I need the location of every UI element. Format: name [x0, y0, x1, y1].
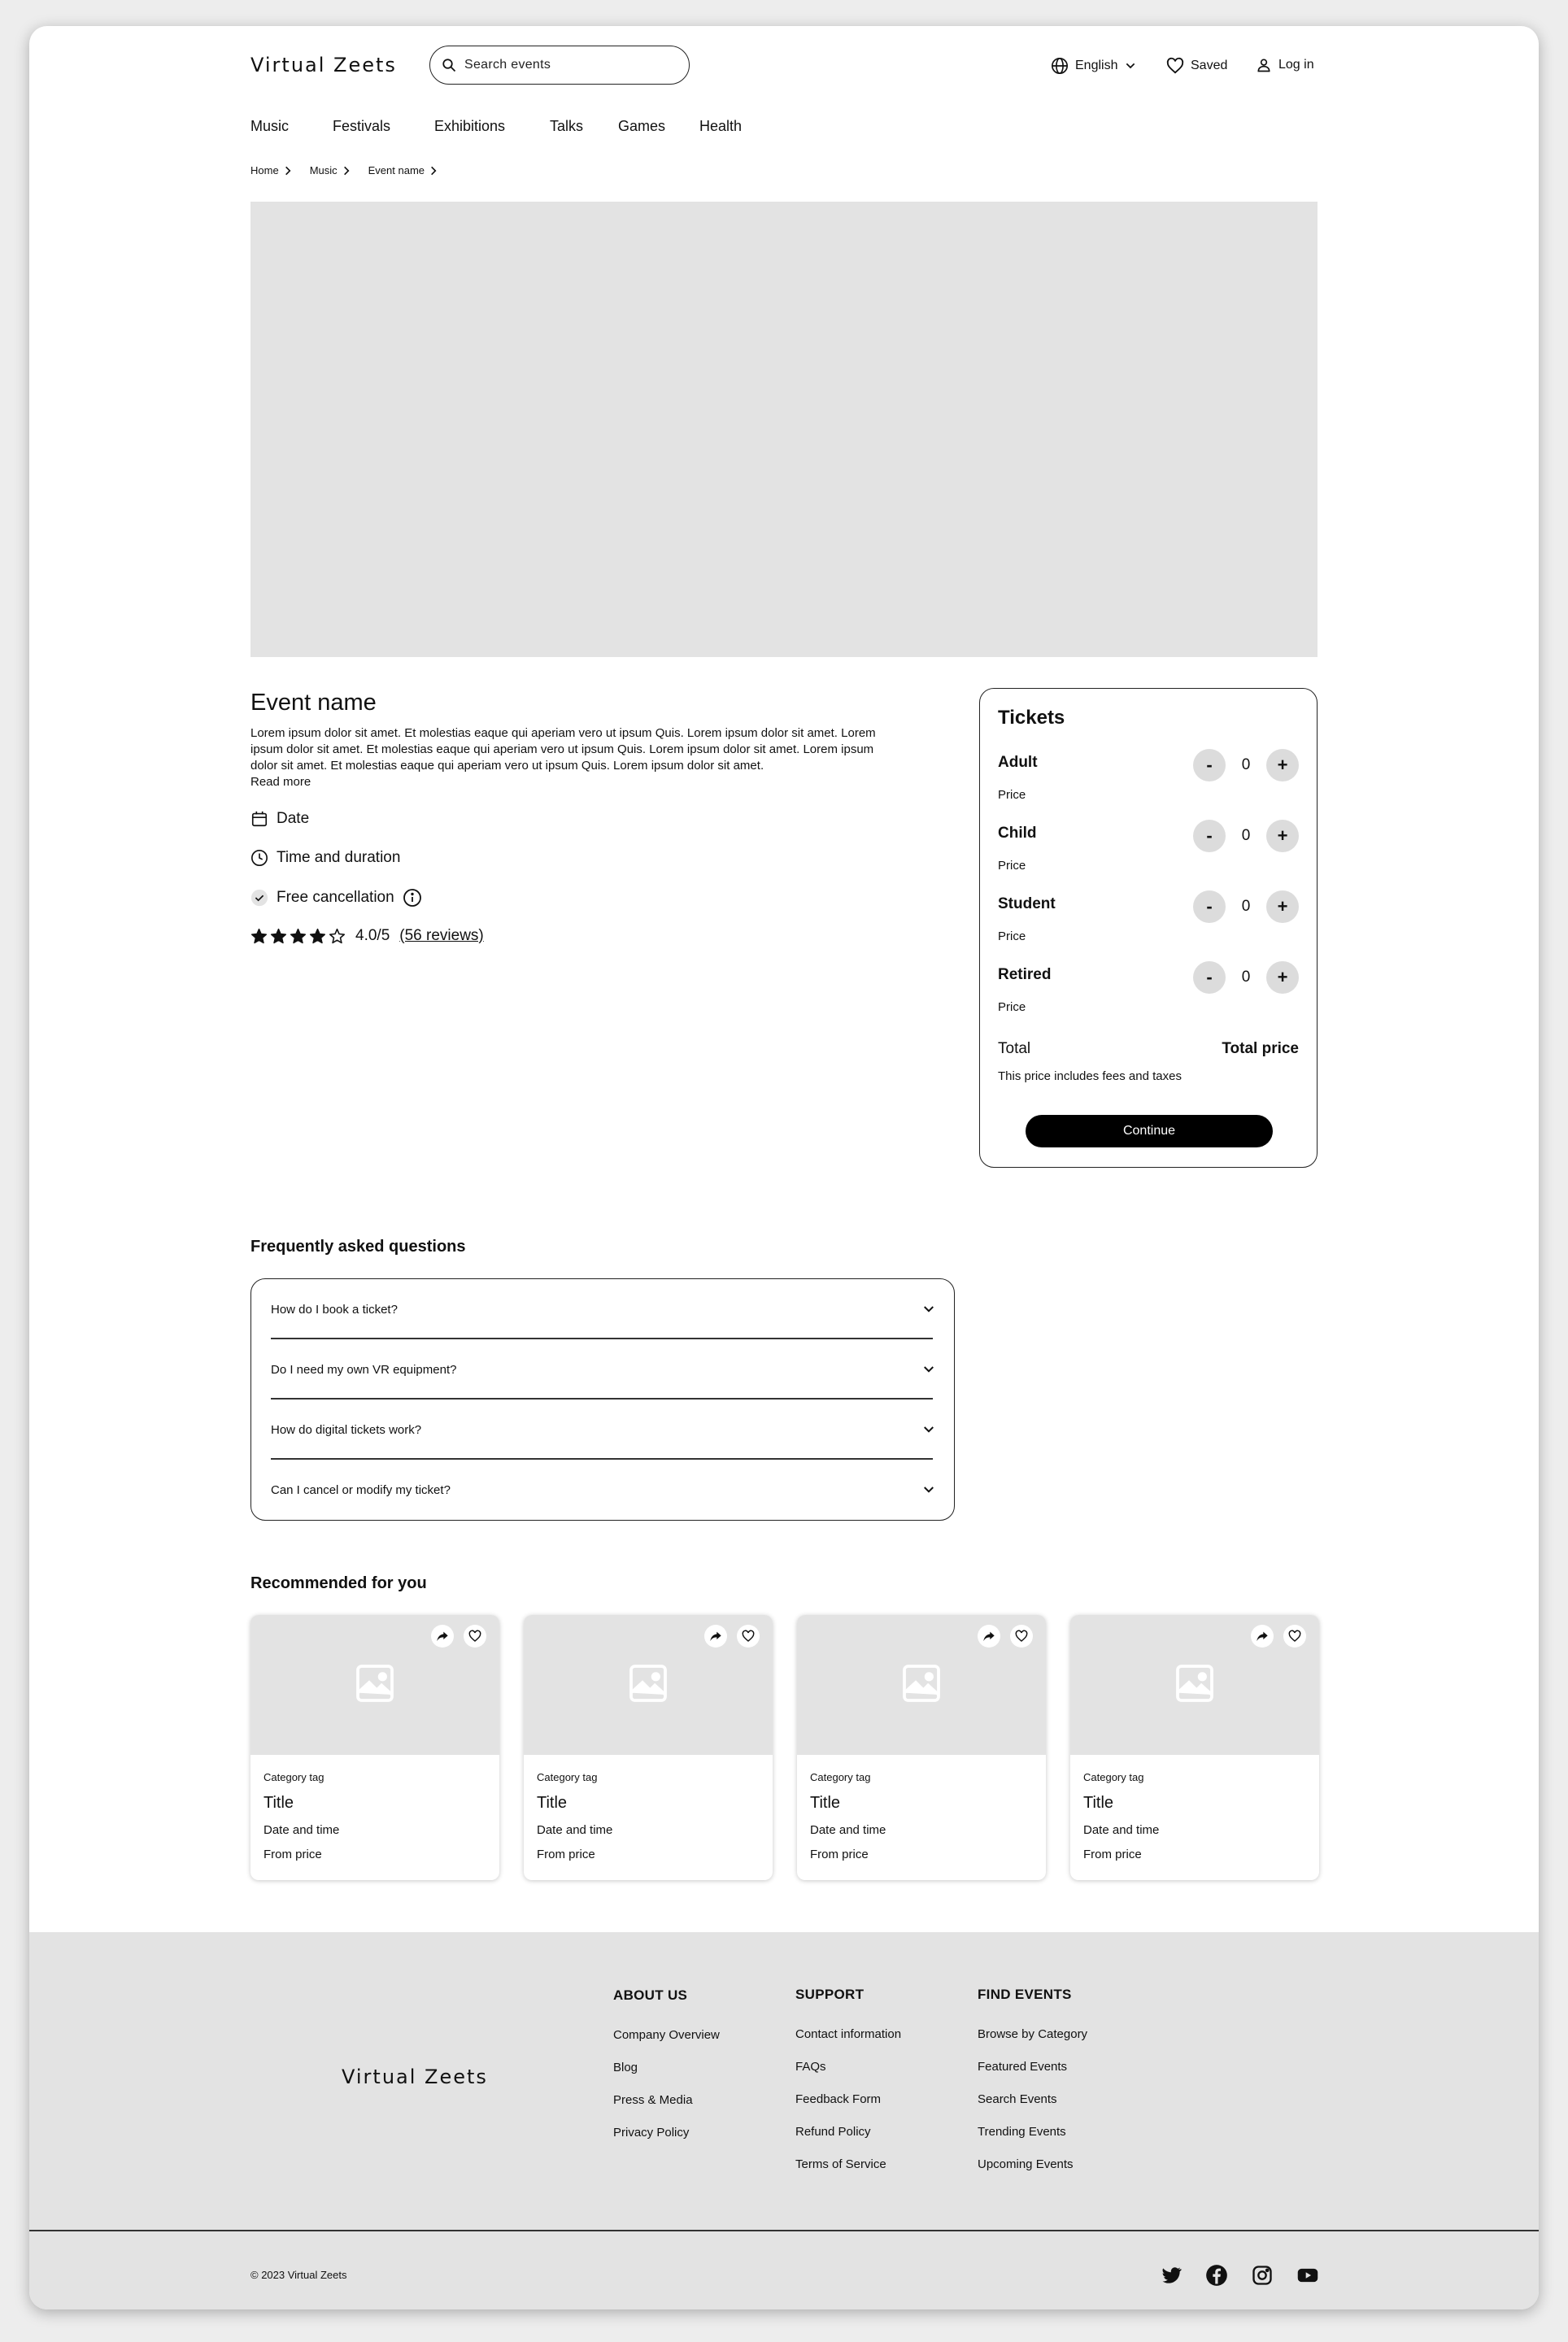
footer-link[interactable]: Refund Policy — [795, 2125, 871, 2139]
nav-item-festivals[interactable]: Festivals — [333, 118, 391, 134]
card-title: Title — [810, 1794, 841, 1812]
event-card[interactable] — [250, 1615, 499, 1880]
breadcrumb-label: Home — [250, 164, 279, 176]
decrement-button[interactable]: - — [1193, 961, 1226, 994]
faq-question: How do I book a ticket? — [271, 1302, 398, 1317]
card-date: Date and time — [264, 1823, 340, 1837]
description-line: dolor sit amet. Et molestias eaque qui aperiam vero ut ipsum Quis. Lorem ipsum dolor sit amet. — [250, 759, 764, 773]
heart-icon — [1288, 1630, 1301, 1643]
faq-item[interactable] — [271, 1460, 936, 1520]
image-placeholder-icon — [352, 1661, 398, 1706]
footer-heading-about: ABOUT US — [613, 1987, 688, 2003]
card-price: From price — [264, 1848, 322, 1861]
footer-link[interactable]: Blog — [613, 2061, 638, 2074]
footer-link[interactable]: Browse by Category — [978, 2027, 1088, 2041]
ticket-quantity: 0 — [1241, 756, 1251, 773]
heart-icon — [742, 1630, 755, 1643]
footer-link[interactable]: Press & Media — [613, 2093, 693, 2107]
favorite-button[interactable] — [737, 1625, 760, 1648]
continue-button[interactable]: Continue — [1026, 1115, 1273, 1147]
favorite-button[interactable] — [464, 1625, 486, 1648]
event-time — [250, 849, 400, 867]
share-button[interactable] — [431, 1625, 454, 1648]
footer-link[interactable]: Upcoming Events — [978, 2157, 1074, 2171]
event-title: Event name — [250, 690, 377, 716]
increment-button[interactable]: + — [1266, 890, 1299, 923]
faq-title: Frequently asked questions — [250, 1238, 466, 1256]
ticket-label: Child — [998, 825, 1037, 842]
share-icon — [709, 1630, 722, 1643]
increment-button[interactable]: + — [1266, 820, 1299, 852]
footer-link[interactable]: Contact information — [795, 2027, 902, 2041]
ticket-price: Price — [998, 1000, 1026, 1014]
globe-icon — [1051, 57, 1069, 75]
description-line: Lorem ipsum dolor sit amet. Et molestias eaque qui aperiam vero ut ipsum Quis. Lorem ipsum dolor sit amet. Lorem — [250, 726, 876, 740]
card-date: Date and time — [1083, 1823, 1160, 1837]
page-frame — [29, 26, 1539, 2309]
event-hero-image — [250, 202, 1318, 657]
footer-logo[interactable]: Virtual Zeets — [342, 2066, 488, 2088]
card-price: From price — [810, 1848, 869, 1861]
tickets-title: Tickets — [998, 707, 1065, 729]
ticket-price: Price — [998, 788, 1026, 802]
ticket-stepper — [1193, 961, 1299, 994]
facebook-icon[interactable] — [1205, 2264, 1228, 2287]
chevron-right-icon — [428, 165, 439, 176]
chevron-down-icon — [921, 1422, 936, 1437]
date-label: Date — [277, 810, 310, 827]
language-selector[interactable] — [1051, 57, 1137, 75]
check-icon — [250, 889, 268, 907]
chevron-right-icon — [282, 165, 294, 176]
decrement-button[interactable]: - — [1193, 749, 1226, 781]
ticket-quantity: 0 — [1241, 898, 1251, 915]
heart-icon — [1015, 1630, 1028, 1643]
breadcrumb-label: Music — [309, 164, 338, 176]
star-filled-icon — [290, 928, 307, 945]
star-filled-icon — [270, 928, 287, 945]
chevron-down-icon — [921, 1482, 936, 1497]
event-date — [250, 810, 309, 828]
share-button[interactable] — [1251, 1625, 1274, 1648]
card-date: Date and time — [537, 1823, 613, 1837]
user-icon — [1256, 57, 1272, 73]
nav-item-health[interactable]: Health — [699, 118, 743, 134]
decrement-button[interactable]: - — [1193, 890, 1226, 923]
search-input[interactable] — [464, 58, 660, 72]
saved-link[interactable] — [1166, 57, 1227, 75]
event-cancellation — [250, 888, 422, 908]
faq-item[interactable] — [271, 1279, 936, 1339]
increment-button[interactable]: + — [1266, 961, 1299, 994]
instagram-icon[interactable] — [1251, 2264, 1274, 2287]
event-card[interactable] — [524, 1615, 773, 1880]
search-icon — [442, 58, 456, 72]
footer-link[interactable]: FAQs — [795, 2060, 826, 2074]
card-image — [1070, 1615, 1319, 1755]
share-icon — [436, 1630, 449, 1643]
youtube-icon[interactable] — [1296, 2264, 1319, 2287]
nav-item-games[interactable]: Games — [618, 118, 666, 134]
login-link[interactable] — [1256, 57, 1314, 73]
card-price: From price — [1083, 1848, 1142, 1861]
nav-item-exhibitions[interactable]: Exhibitions — [434, 118, 506, 134]
nav-item-talks[interactable]: Talks — [550, 118, 584, 134]
heart-icon — [468, 1630, 481, 1643]
decrement-button[interactable]: - — [1193, 820, 1226, 852]
footer-link[interactable]: Privacy Policy — [613, 2126, 690, 2140]
favorite-button[interactable] — [1283, 1625, 1306, 1648]
price-note: This price includes fees and taxes — [998, 1069, 1182, 1083]
search-bar[interactable] — [429, 46, 690, 85]
footer-link[interactable]: Trending Events — [978, 2125, 1066, 2139]
card-tag: Category tag — [264, 1771, 324, 1783]
footer-heading-support: SUPPORT — [795, 1987, 865, 2002]
footer-link[interactable]: Feedback Form — [795, 2092, 882, 2106]
language-label: English — [1075, 59, 1118, 72]
site-logo[interactable]: Virtual Zeets — [250, 54, 397, 76]
description-line: ipsum dolor sit amet. Et molestias eaque qui aperiam vero ut ipsum Quis. Lorem ipsum dolor sit amet. Lorem ipsum — [250, 742, 874, 756]
star-empty-icon — [329, 928, 346, 945]
ticket-stepper — [1193, 749, 1299, 781]
ticket-quantity: 0 — [1241, 969, 1251, 986]
event-card[interactable] — [797, 1615, 1046, 1880]
card-date: Date and time — [810, 1823, 886, 1837]
image-placeholder-icon — [625, 1661, 671, 1706]
login-label: Log in — [1278, 58, 1314, 72]
chevron-down-icon — [921, 1302, 936, 1317]
event-card[interactable] — [1070, 1615, 1319, 1880]
favorite-button[interactable] — [1010, 1625, 1033, 1648]
faq-item[interactable] — [271, 1400, 936, 1460]
twitter-icon[interactable] — [1160, 2264, 1183, 2287]
faq-question: Can I cancel or modify my ticket? — [271, 1482, 451, 1497]
saved-label: Saved — [1191, 59, 1228, 72]
card-image — [250, 1615, 499, 1755]
rating-value: 4.0/5 — [355, 927, 390, 944]
calendar-icon — [250, 810, 268, 828]
ticket-label: Retired — [998, 966, 1052, 983]
event-description — [250, 725, 934, 790]
ticket-price: Price — [998, 929, 1026, 943]
site-footer — [29, 1932, 1539, 2309]
footer-link[interactable]: Terms of Service — [795, 2157, 886, 2171]
clock-icon — [250, 849, 268, 867]
ticket-stepper — [1193, 890, 1299, 923]
card-image — [524, 1615, 773, 1755]
total-price: Total price — [1222, 1040, 1299, 1057]
breadcrumb-label: Event name — [368, 164, 425, 176]
breadcrumb — [250, 164, 455, 176]
info-icon[interactable] — [403, 888, 422, 908]
card-image — [797, 1615, 1046, 1755]
time-label: Time and duration — [277, 849, 401, 866]
share-icon — [1256, 1630, 1269, 1643]
cancellation-label: Free cancellation — [277, 889, 394, 906]
reviews-link[interactable]: (56 reviews) — [399, 927, 484, 944]
card-title: Title — [1083, 1794, 1114, 1812]
faq-accordion — [250, 1278, 955, 1521]
card-title: Title — [264, 1794, 294, 1812]
card-title: Title — [537, 1794, 568, 1812]
footer-divider — [29, 2230, 1539, 2231]
image-placeholder-icon — [1172, 1661, 1217, 1706]
event-rating — [250, 927, 484, 945]
breadcrumb-music[interactable] — [310, 164, 352, 176]
share-button[interactable] — [978, 1625, 1000, 1648]
faq-question: How do digital tickets work? — [271, 1422, 422, 1437]
ticket-price: Price — [998, 859, 1026, 873]
share-button[interactable] — [704, 1625, 727, 1648]
card-tag: Category tag — [810, 1771, 871, 1783]
image-placeholder-icon — [899, 1661, 944, 1706]
ticket-label: Adult — [998, 754, 1038, 771]
card-price: From price — [537, 1848, 595, 1861]
card-tag: Category tag — [1083, 1771, 1144, 1783]
tickets-panel — [979, 688, 1318, 1168]
footer-heading-find: FIND EVENTS — [978, 1987, 1072, 2002]
ticket-quantity: 0 — [1241, 827, 1251, 844]
increment-button[interactable]: + — [1266, 749, 1299, 781]
breadcrumb-event[interactable] — [368, 164, 439, 176]
breadcrumb-home[interactable] — [250, 164, 294, 176]
faq-item[interactable] — [271, 1339, 936, 1400]
copyright: © 2023 Virtual Zeets — [250, 2269, 347, 2281]
nav-item-music[interactable]: Music — [250, 118, 290, 134]
recommended-title: Recommended for you — [250, 1574, 427, 1592]
faq-question: Do I need my own VR equipment? — [271, 1362, 457, 1377]
read-more-link[interactable]: Read more — [250, 775, 311, 789]
chevron-down-icon — [1124, 59, 1137, 72]
ticket-label: Student — [998, 895, 1056, 912]
chevron-right-icon — [341, 165, 352, 176]
star-filled-icon — [309, 928, 326, 945]
chevron-down-icon — [921, 1362, 936, 1377]
total-label: Total — [998, 1040, 1031, 1057]
footer-link[interactable]: Company Overview — [613, 2028, 720, 2042]
footer-link[interactable]: Search Events — [978, 2092, 1057, 2106]
ticket-stepper — [1193, 820, 1299, 852]
share-icon — [982, 1630, 995, 1643]
star-filled-icon — [250, 928, 268, 945]
rating-stars — [250, 928, 346, 945]
heart-icon — [1166, 57, 1184, 75]
card-tag: Category tag — [537, 1771, 598, 1783]
footer-link[interactable]: Featured Events — [978, 2060, 1068, 2074]
